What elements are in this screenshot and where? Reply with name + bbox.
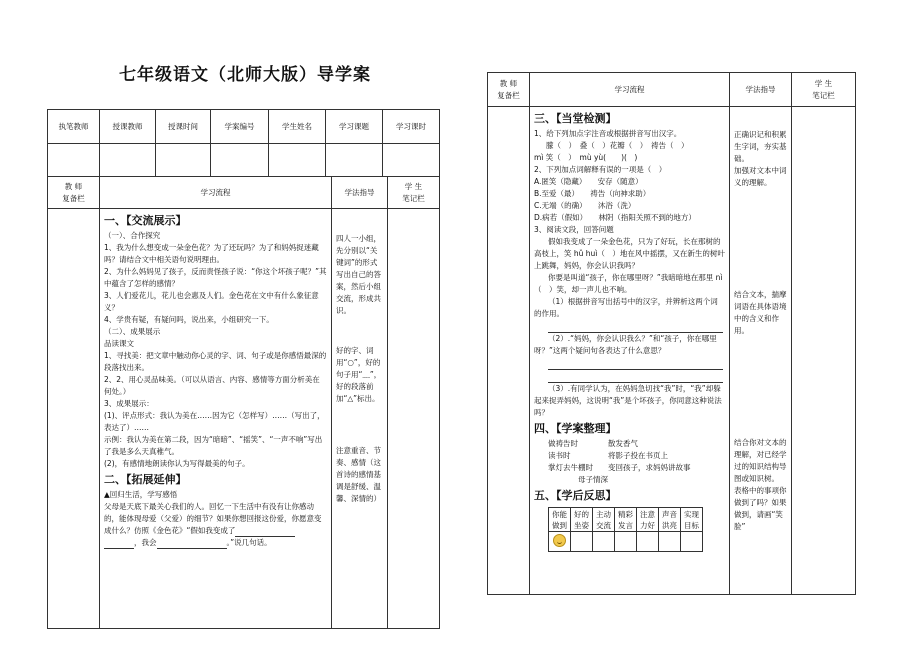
review-header: 教 师 复备栏 (48, 177, 100, 209)
info-table (47, 109, 440, 177)
guide-column (730, 107, 792, 595)
right-main-table (487, 72, 856, 595)
header-author: 执笔教师 (48, 110, 100, 144)
question: 3、人们爱花儿，花儿也会惠及人们。金色花在文中有什么象征意义？ (104, 291, 319, 312)
option: B.至爱（最） 祷告（向神求助） (534, 189, 651, 198)
notes-header: 学 生 笔记栏 (792, 73, 856, 107)
header-topic: 学习课题 (326, 110, 383, 144)
header-period: 学习课时 (383, 110, 440, 144)
question-line: mì 笑（ ） mù yù( )( ) (534, 153, 638, 162)
passage: 你要是叫道“孩子，你在哪里呀？”我暗暗地在那里 nì（ ）笑，却一声儿也不响。 (534, 273, 723, 294)
reflection-header: 你能 做到 (549, 508, 571, 532)
guide-note: 好的字、词用“○”，好的句子用“﹏”，好的段落前加“△”标出。 (336, 346, 382, 403)
review-column[interactable] (48, 209, 100, 629)
question: 2、为什么妈妈见了孩子，反而责怪孩子说：“你这个坏孩子呢？”其中蕴含了怎样的感情？ (104, 267, 327, 288)
process-header: 学习流程 (530, 73, 730, 107)
info-cell[interactable] (48, 144, 100, 177)
info-cell[interactable] (326, 144, 383, 177)
guide-note: 结合文本，揣摩词语在具体语境中的含义和作用。 (734, 290, 787, 335)
reflection-table (548, 507, 703, 552)
guide-note: 正确识记和积累生字词，夯实基础。 加强对文本中词义的理解。 (734, 130, 787, 187)
fill-blank[interactable] (104, 539, 134, 549)
reflection-header: 注意 力好 (637, 508, 659, 532)
reflection-cell[interactable] (659, 532, 681, 552)
page-title: 七年级语文（北师大版）导学案 (119, 65, 371, 85)
reflection-header: 精彩 发言 (615, 508, 637, 532)
reflection-cell[interactable] (571, 532, 593, 552)
guide-header: 学法指导 (730, 73, 792, 107)
info-cell[interactable] (156, 144, 211, 177)
extension-text: ，我会 (134, 538, 157, 547)
summary-item: 将影子投在书页上 (608, 451, 668, 460)
review-header: 教 师 复备栏 (488, 73, 530, 107)
header-time: 授课时间 (156, 110, 211, 144)
reflection-cell[interactable] (615, 532, 637, 552)
process-header: 学习流程 (100, 177, 332, 209)
question: 2、下列加点词解释有误的一项是（ ） (534, 165, 667, 174)
header-student: 学生姓名 (269, 110, 326, 144)
summary-item: 掌灯去牛棚时 (548, 463, 593, 472)
task: 2、2、用心灵品味美。（可以从语言、内容、感情等方面分析美在何处。） (104, 375, 320, 396)
question: 3、阅读文段，回答问题 (534, 225, 614, 234)
summary-item: 变回孩子，求妈妈讲故事 (608, 463, 691, 472)
guide-note: 注意重音、节奏、感情（这首诗的感情基调是舒缓、温馨、深情的） (336, 446, 381, 503)
reflection-header: 实现 目标 (681, 508, 703, 532)
subheading: 品读课文 (104, 339, 134, 348)
sub-question: （2）.“妈妈，你会认识我么？”和“孩子，你在哪里呀？”这两个疑问句各表达了什么意思？ (534, 334, 717, 355)
example: 示例：我认为美在第二段，因为“暗暗”、“摇笑”、“一声不响”写出了我是多么天真稚气。 (104, 435, 323, 456)
notes-column[interactable] (792, 107, 856, 595)
guide-header: 学法指导 (332, 177, 388, 209)
info-cell[interactable] (269, 144, 326, 177)
answer-line[interactable] (548, 370, 723, 383)
reflection-cell[interactable] (637, 532, 659, 552)
question: 4、学贵有疑，有疑问吗，说出来，小组研究一下。 (104, 315, 274, 324)
left-main-table (47, 176, 440, 629)
header-teacher: 授课教师 (100, 110, 156, 144)
task: (2)，有感情地朗读你认为写得最美的句子。 (104, 459, 250, 468)
subheading: （二）、成果展示 (104, 327, 161, 336)
guide-column (332, 209, 388, 629)
subheading: ▲回归生活，学写感悟 (104, 490, 178, 499)
review-column[interactable] (488, 107, 530, 595)
reflection-header: 声音 洪亮 (659, 508, 681, 532)
reflection-cell[interactable] (593, 532, 615, 552)
reflection-header: 主动 交流 (593, 508, 615, 532)
section-heading: 三、【当堂检测】 (534, 112, 617, 125)
info-cell[interactable] (211, 144, 269, 177)
option: C.无端（的确） 沐浴（洗） (534, 201, 636, 210)
task: 3、成果展示： (104, 399, 154, 408)
section-heading: 五、【学后反思】 (534, 489, 617, 502)
answer-line[interactable] (548, 320, 723, 333)
process-column (530, 107, 730, 595)
fill-blank[interactable] (157, 539, 227, 549)
task: 1、寻找美：把文章中触动你心灵的字、词、句子或是你感悟最深的段落找出来。 (104, 351, 327, 372)
extension-text: 父母是天底下最关心我们的人。回忆一下生活中有没有让你感动的，能体现母爱（父爱）的细节？如果你想回报这份爱，你愿意变成什么？仿照《金色花》“假如我变成了 (104, 502, 322, 535)
reflection-cell[interactable] (681, 532, 703, 552)
reflection-cell[interactable] (549, 532, 571, 552)
section-heading: 四、【学案整理】 (534, 422, 617, 435)
summary-item: 读书时 (548, 451, 571, 460)
summary-item: 散发香气 (608, 439, 638, 448)
info-cell[interactable] (100, 144, 156, 177)
option: A.匿笑（隐藏） 安存（随意） (534, 177, 643, 186)
subheading: （一）、合作探究 (104, 231, 161, 240)
smiley-face-icon (553, 534, 566, 547)
section-heading: 二、【拓展延伸】 (104, 473, 187, 486)
summary-item: 母子情深 (578, 475, 608, 484)
summary-item: 做祷告时 (548, 439, 578, 448)
question: 1、我为什么想变成一朵金色花？为了还玩吗？为了和妈妈捉迷藏吗？请结合文中相关语句说明理由。 (104, 243, 319, 264)
reflection-header: 好的 坐姿 (571, 508, 593, 532)
section-heading: 一、【交流展示】 (104, 214, 187, 227)
question-line: 朦（ ） 叠（ ）花瓣（ ） 祷告（ ） (546, 141, 689, 150)
info-cell[interactable] (383, 144, 440, 177)
process-column (100, 209, 332, 629)
guide-note: 结合你对文本的理解，对已经学过的知识结构导图或知识树。 表格中的事项你做到了吗？如果做到，请画“笑脸” (734, 438, 787, 531)
fill-blank[interactable] (235, 527, 295, 537)
sub-question: （3）.有同学认为，在妈妈急切找“我”时，“我”却躲起来捉弄妈妈，这说明“我”是个坏孩子，你同意这种说法吗？ (534, 384, 722, 417)
notes-header: 学 生 笔记栏 (388, 177, 440, 209)
extension-text: 。”说几句话。 (226, 538, 272, 547)
question: 1、给下列加点字注音或根据拼音写出汉字。 (534, 129, 682, 138)
sub-question: （1）根据拼音写出括号中的汉字，并辨析这两个词的作用。 (534, 297, 718, 318)
notes-column[interactable] (388, 209, 440, 629)
answer-line[interactable] (548, 357, 723, 370)
passage: 假如我变成了一朵金色花，只为了好玩，长在那树的高枝上，笑 hǔ huì（ ）地在风中摇摆，又在新生的树叶上跳舞，妈妈，你会认识我吗？ (534, 237, 725, 270)
task: (1)、评点形式：我认为美在……因为它（怎样写）……（写出了，表达了）…… (104, 411, 325, 432)
guide-note: 四人一小组，先分别以“关键词”的形式写出自己的答案，然后小组交流，形成共识。 (336, 234, 381, 315)
header-number: 学案编号 (211, 110, 269, 144)
option: D.病若（假如） 林阴（指阳关照不到的地方） (534, 213, 696, 222)
